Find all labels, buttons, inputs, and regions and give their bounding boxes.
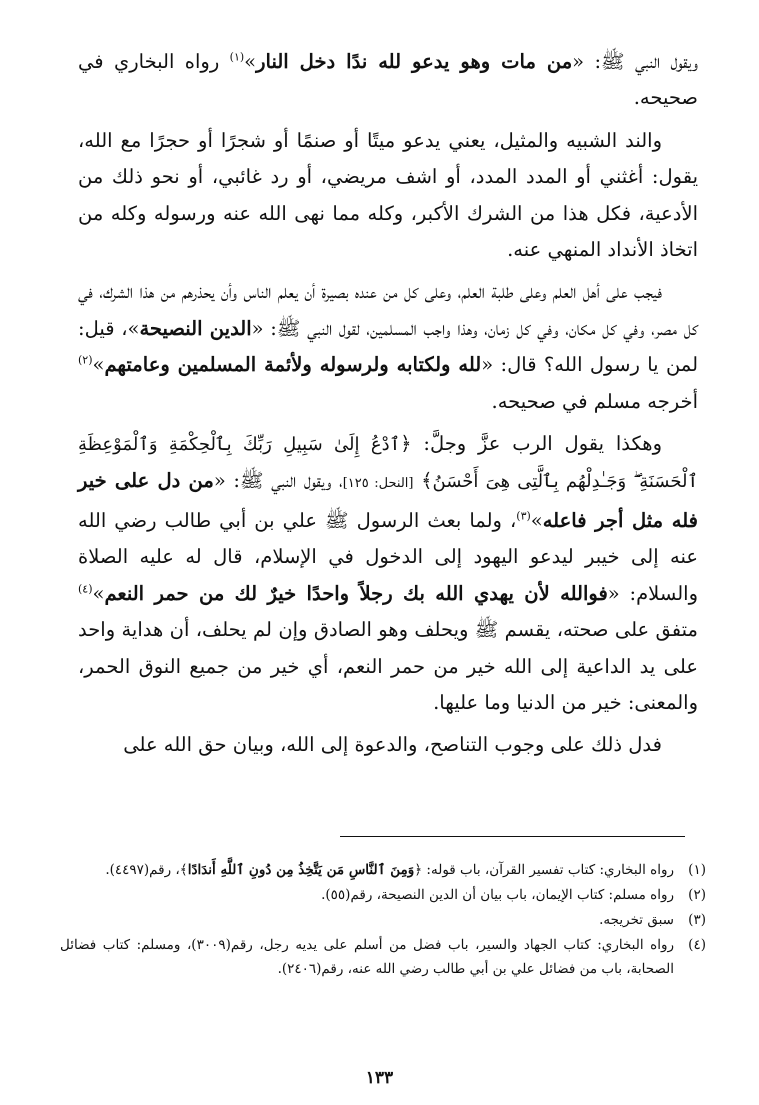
p1-hadith: من مات وهو يدعو لله ندًا دخل النار [256, 50, 573, 73]
footnote-number: (٢) [688, 887, 706, 903]
p4-tail: ، ولما بعث الرسول ﷺ علي بن أبي طالب رضي الله عنه إلى خيبر ليدعو اليهود إلى الدخول في الإسلام، قال له عليه الصلاة والسلام: « [78, 508, 698, 605]
main-text [78, 44, 698, 770]
p1-intro: ويقول النبي ﷺ: « [572, 50, 698, 73]
p4-quran-verse: ٱدْعُ إِلَىٰ سَبِيلِ رَبِّكَ بِٱلْحِكْمَةِ وَٱلْمَوْعِظَةِ ٱلْحَسَنَةِ ۖ وَجَـٰدِلْهُم بِٱلَّتِى هِىَ أَحْسَنُ [78, 434, 698, 493]
footnotes [60, 858, 706, 982]
paragraph-5: فدل ذلك على وجوب التناصح، والدعوة إلى الله، وبيان حق الله على [123, 733, 662, 757]
footnote-number: (٤) [688, 937, 706, 953]
page-number: ١٣٣ [365, 1068, 394, 1088]
p3-hadith-2: لله ولكتابه ولرسوله ولأئمة المسلمين وعامتهم [104, 353, 482, 377]
p4-tail-2: متفق على صحته، يقسم ﷺ ويحلف وهو الصادق وإن لم يحلف، أن هداية واحد على يد الداعية إلى الله خير من حمر النعم، أي خير من جميع النوق الحمر، والمعنى: خير من الدنيا وما عليها. [78, 618, 698, 714]
p4-close: » [530, 508, 543, 532]
footnote-ref-4[interactable]: (٤) [78, 582, 93, 596]
footnote-3 [60, 908, 706, 932]
footnote-text: رواه مسلم: كتاب الإيمان، باب بيان أن الدين النصيحة، رقم(٥٥). [321, 887, 674, 903]
p4-hadith-2: فوالله لأن يهدي الله بك رجلاً واحدًا خيرٌ لك من حمر النعم [104, 581, 608, 605]
p3-tail: أخرجه مسلم في صحيحه. [491, 389, 698, 413]
footnote-ref-2[interactable]: (٢) [78, 353, 93, 367]
footnote-2 [60, 883, 706, 907]
p4-verse-reference: [النحل: ١٢٥] [342, 476, 414, 492]
footnote-text [60, 858, 674, 882]
footnote-number: (٣) [688, 912, 706, 928]
footnote-ref-3[interactable]: (٣) [516, 509, 531, 523]
p4-hadith-1: من دل على خير فله مثل أجر فاعله [78, 469, 698, 532]
p1-close: » [244, 50, 257, 73]
p1-tail: رواه البخاري في صحيحه. [78, 50, 698, 110]
p4-intro: وهكذا يقول الرب عزَّ وجلَّ: ﴿ [400, 432, 662, 456]
footnote-ref-1[interactable]: (١) [229, 50, 245, 64]
footnote-text: رواه البخاري: كتاب الجهاد والسير، باب فضل من أسلم على يديه رجل، رقم(٣٠٠٩)، ومسلم: كتاب فضائل الصحابة، باب من فضائل علي بن أبي طالب رضي الله عنه، رقم(٢٤٠٦). [60, 937, 674, 977]
paragraph-3 [78, 274, 698, 420]
p4-close-2: » [92, 581, 105, 605]
footnote-4 [60, 933, 706, 981]
p3-close: » [92, 353, 105, 377]
p3-hadith-1: الدين النصيحة [139, 316, 252, 340]
p4-mid: ، ويقول النبي ﷺ: « [213, 469, 343, 493]
p3-text: فيجب على أهل العلم وعلى طلبة العلم، وعلى كل من عنده بصيرة أن يعلم الناس وأن يحذرهم من هذا الشرك، في كل مصر، وفي كل مكان، وفي كل زمان، وهذا واجب المسلمين، لقول النبي ﷺ: « [78, 280, 698, 340]
footnote-text: سبق تخريجه. [599, 912, 674, 928]
fn1-after: ﴾، رقم(٤٤٩٧). [105, 862, 188, 878]
p3-mid: »، قيل: لمن يا رسول الله؟ قال: « [78, 316, 699, 377]
paragraph-4 [78, 426, 698, 721]
fn1-quran-verse: وَمِنَ ٱلنَّاسِ مَن يَتَّخِذُ مِن دُونِ ٱللَّهِ أَندَادًا [187, 862, 415, 878]
footnote-divider [340, 836, 685, 837]
paragraph-1 [78, 44, 698, 117]
footnote-number: (١) [688, 862, 706, 878]
p4-verse-close: ﴾ [413, 469, 433, 493]
fn1-before: رواه البخاري: كتاب تفسير القرآن، باب قوله: ﴿ [414, 862, 674, 878]
paragraph-2: والند الشبيه والمثيل، يعني يدعو ميتًا أو صنمًا أو شجرًا أو حجرًا مع الله، يقول: أغثني أو المدد المدد، أو اشف مريضي، أو رد غائبي، أو نحو ذلك من الأدعية، فكل هذا من الشرك الأكبر، وكله مما نهى الله عنه ورسوله وكله من اتخاذ الأنداد المنهي عنه. [78, 128, 698, 262]
footnote-1 [60, 858, 706, 882]
